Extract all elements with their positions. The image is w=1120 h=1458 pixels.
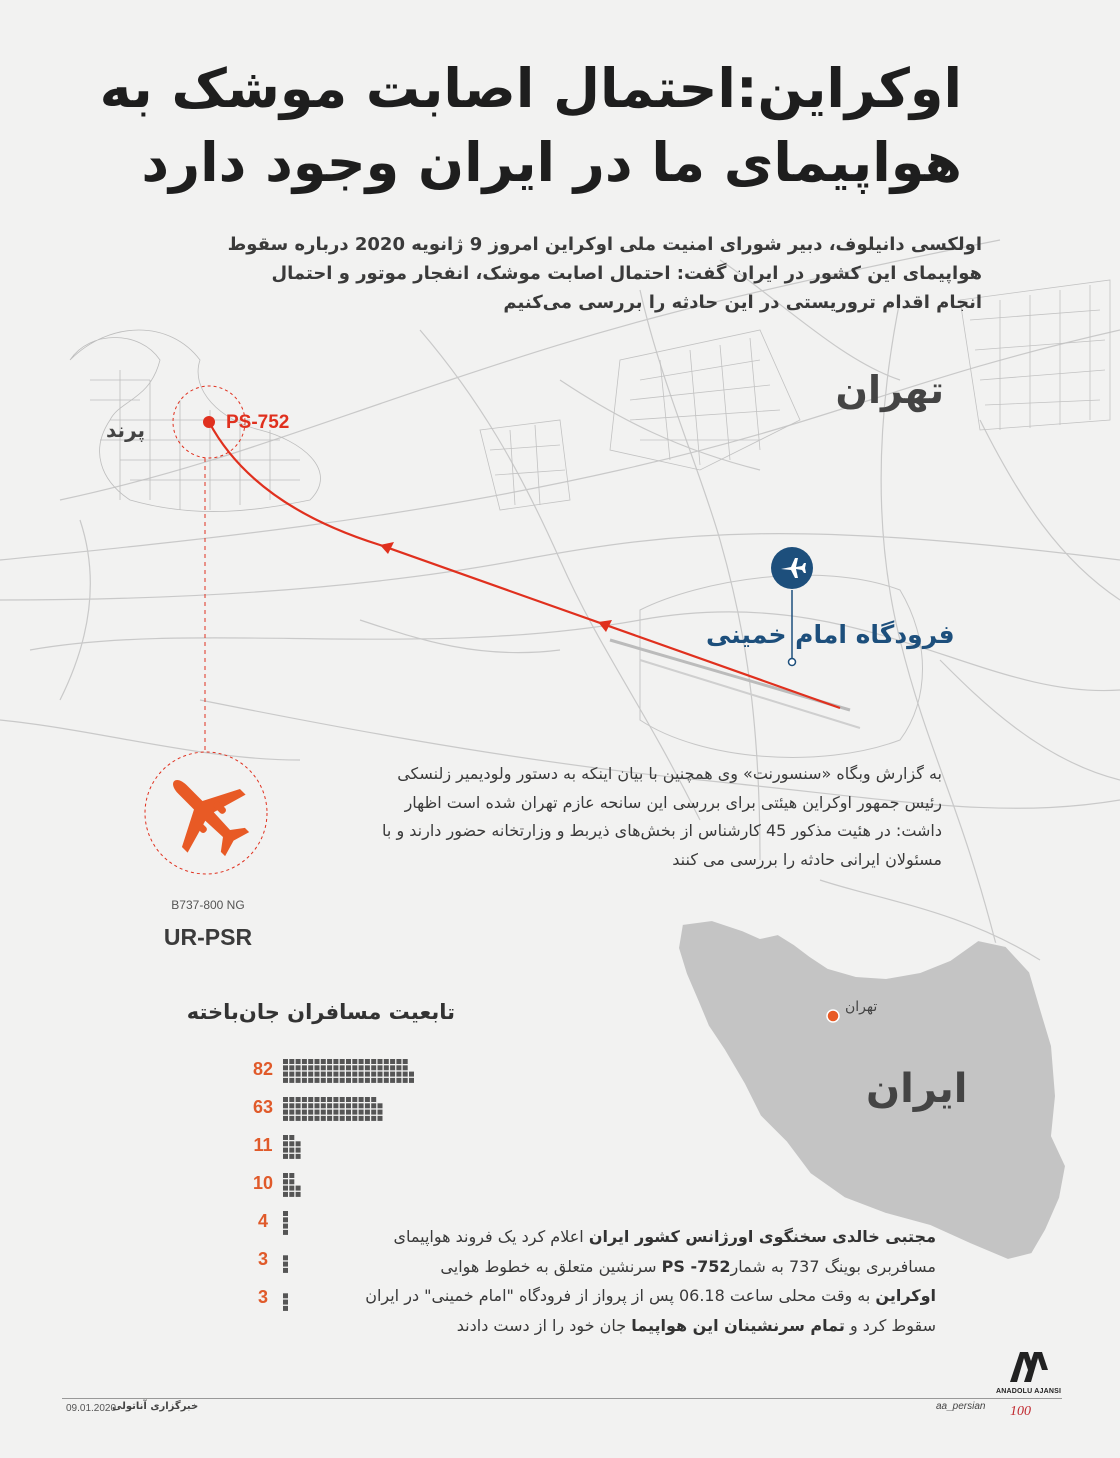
person-square: [327, 1116, 332, 1121]
person-square: [409, 1078, 414, 1083]
statement-text: سقوط کرد و: [844, 1315, 936, 1335]
person-square: [283, 1300, 288, 1305]
person-square: [308, 1059, 313, 1064]
statement-text: جان خود را از دست دادند: [456, 1315, 632, 1335]
person-square: [321, 1116, 326, 1121]
aircraft-registration: UR-PSR: [163, 924, 253, 950]
person-square: [346, 1078, 351, 1083]
statement-line-4: [370, 1311, 936, 1341]
person-square: [384, 1065, 389, 1070]
person-square: [365, 1103, 370, 1108]
person-square: [308, 1072, 313, 1077]
person-square: [333, 1110, 338, 1115]
person-square: [371, 1110, 376, 1115]
flight-label: PS-752: [226, 412, 290, 433]
person-square: [302, 1059, 307, 1064]
person-square: [289, 1078, 294, 1083]
person-square: [289, 1186, 294, 1191]
lead-line-3: انجام اقدام تروریستی در این حادثه را بررسی می‌کنیم: [503, 292, 982, 313]
person-square: [296, 1110, 301, 1115]
person-square: [346, 1103, 351, 1108]
nationality-count: 3: [257, 1249, 268, 1269]
person-square: [333, 1059, 338, 1064]
person-square: [384, 1059, 389, 1064]
person-square: [283, 1072, 288, 1077]
nationality-squares: [283, 1135, 302, 1160]
nationality-squares: [283, 1059, 415, 1084]
nationality-row: [0, 1094, 560, 1124]
person-square: [283, 1078, 288, 1083]
person-square: [346, 1059, 351, 1064]
parand-label: پرند: [106, 418, 146, 442]
person-square: [352, 1097, 357, 1102]
person-square: [283, 1173, 288, 1178]
person-square: [315, 1097, 320, 1102]
person-square: [378, 1072, 383, 1077]
person-square: [308, 1103, 313, 1108]
person-square: [289, 1179, 294, 1184]
person-square: [390, 1078, 395, 1083]
person-square: [403, 1065, 408, 1070]
nationality-row: [0, 1170, 560, 1200]
person-square: [289, 1148, 294, 1153]
lead-paragraph: [220, 230, 982, 317]
person-square: [378, 1103, 383, 1108]
aa-logo-text: ANADOLU AJANSI: [996, 1388, 1062, 1395]
person-square: [365, 1110, 370, 1115]
person-square: [371, 1072, 376, 1077]
person-square: [352, 1110, 357, 1115]
person-square: [289, 1135, 294, 1140]
person-square: [359, 1072, 364, 1077]
person-square: [296, 1186, 301, 1191]
person-square: [327, 1110, 332, 1115]
statement-flight: PS -752: [661, 1256, 731, 1276]
person-square: [308, 1078, 313, 1083]
tehran-label: تهران: [835, 368, 944, 412]
tehran-inset-label: تهران: [845, 999, 878, 1015]
person-square: [289, 1192, 294, 1197]
person-square: [321, 1103, 326, 1108]
person-square: [302, 1078, 307, 1083]
person-square: [283, 1268, 288, 1273]
person-square: [371, 1116, 376, 1121]
person-square: [283, 1217, 288, 1222]
person-square: [302, 1110, 307, 1115]
person-square: [403, 1072, 408, 1077]
person-square: [289, 1097, 294, 1102]
footer-social-handle: aa_persian: [936, 1401, 986, 1412]
person-square: [327, 1097, 332, 1102]
person-square: [365, 1078, 370, 1083]
person-square: [283, 1148, 288, 1153]
lead-line-2: هواپیمای این کشور در ایران گفت: احتمال اصابت موشک، انفجار موتور و احتمال: [271, 263, 982, 284]
person-square: [371, 1097, 376, 1102]
person-square: [390, 1065, 395, 1070]
person-square: [283, 1224, 288, 1229]
person-square: [308, 1116, 313, 1121]
report-line-3: داشت: در هئیت مذکور 45 کارشناس از بخش‌های ذیربط و وزارتخانه حضور دارند و با: [382, 821, 942, 841]
person-square: [308, 1097, 313, 1102]
report-paragraph: [310, 760, 942, 874]
airport-label: فرودگاه امام خمینی: [706, 620, 955, 649]
person-square: [283, 1116, 288, 1121]
nationality-squares: [283, 1097, 384, 1122]
person-square: [283, 1186, 288, 1191]
nationalities-title: تابعیت مسافران جان‌باخته: [186, 1000, 455, 1024]
person-square: [315, 1110, 320, 1115]
person-square: [302, 1103, 307, 1108]
person-square: [321, 1059, 326, 1064]
person-square: [283, 1192, 288, 1197]
person-square: [359, 1116, 364, 1121]
person-square: [296, 1141, 301, 1146]
person-square: [340, 1065, 345, 1070]
person-square: [340, 1072, 345, 1077]
headline-line-1: اوکراین:احتمال اصابت موشک به: [99, 57, 962, 120]
person-square: [315, 1059, 320, 1064]
footer-date: 09.01.2020: [66, 1403, 117, 1414]
person-square: [308, 1065, 313, 1070]
person-square: [390, 1072, 395, 1077]
person-square: [321, 1097, 326, 1102]
person-square: [289, 1103, 294, 1108]
person-square: [384, 1078, 389, 1083]
person-square: [340, 1110, 345, 1115]
person-square: [346, 1097, 351, 1102]
statement-country: اوکراین: [875, 1286, 936, 1305]
person-square: [283, 1110, 288, 1115]
person-square: [396, 1065, 401, 1070]
person-square: [396, 1078, 401, 1083]
statement-line-3: [365, 1281, 936, 1311]
person-square: [403, 1059, 408, 1064]
footer-divider: [62, 1398, 1062, 1399]
person-square: [283, 1097, 288, 1102]
nationality-count: 3: [257, 1287, 268, 1307]
person-square: [289, 1059, 294, 1064]
person-square: [371, 1059, 376, 1064]
nationality-count: 63: [252, 1097, 274, 1117]
nationality-count: 4: [257, 1211, 268, 1231]
statement-text: مسافربری بوینگ 737 به شمار: [730, 1256, 936, 1276]
person-square: [359, 1110, 364, 1115]
headline: [99, 52, 962, 200]
person-square: [365, 1116, 370, 1121]
person-square: [296, 1192, 301, 1197]
person-square: [359, 1103, 364, 1108]
anadolu-logo: [996, 1348, 1060, 1395]
person-square: [283, 1135, 288, 1140]
person-square: [346, 1065, 351, 1070]
person-square: [333, 1065, 338, 1070]
report-line-2: رئیس جمهور اوکراین هیئتی برای بررسی این سانحه عازم تهران شده است اظهار: [404, 792, 942, 812]
person-square: [296, 1078, 301, 1083]
person-square: [371, 1103, 376, 1108]
person-square: [296, 1103, 301, 1108]
nationality-squares: [283, 1249, 289, 1274]
person-square: [352, 1116, 357, 1121]
person-square: [315, 1103, 320, 1108]
person-square: [283, 1255, 288, 1260]
person-square: [378, 1116, 383, 1121]
person-square: [333, 1072, 338, 1077]
person-square: [296, 1072, 301, 1077]
person-square: [371, 1065, 376, 1070]
person-square: [352, 1078, 357, 1083]
person-square: [390, 1059, 395, 1064]
airport-pin-icon: [771, 547, 813, 589]
person-square: [352, 1103, 357, 1108]
person-square: [289, 1141, 294, 1146]
person-square: [327, 1059, 332, 1064]
person-square: [296, 1154, 301, 1159]
footer-agency: خبرگزاری آناتولی: [112, 1401, 199, 1412]
person-square: [283, 1059, 288, 1064]
person-square: [283, 1262, 288, 1267]
person-square: [283, 1154, 288, 1159]
nationality-squares: [283, 1173, 302, 1198]
person-square: [315, 1065, 320, 1070]
airplane-icon: [143, 750, 269, 876]
nationality-squares: [283, 1211, 289, 1236]
person-square: [346, 1110, 351, 1115]
person-square: [321, 1072, 326, 1077]
person-square: [378, 1065, 383, 1070]
person-square: [296, 1059, 301, 1064]
person-square: [289, 1116, 294, 1121]
person-square: [327, 1103, 332, 1108]
statement-text: به وقت محلی ساعت 06.18 پس از پرواز از فرودگاه "امام خمینی" در ایران: [365, 1286, 876, 1305]
statement-emphasis: تمام سرنشینان این هواپیما: [631, 1315, 845, 1335]
person-square: [289, 1154, 294, 1159]
person-square: [296, 1065, 301, 1070]
person-square: [333, 1078, 338, 1083]
person-square: [365, 1059, 370, 1064]
person-square: [289, 1065, 294, 1070]
person-square: [340, 1116, 345, 1121]
person-square: [321, 1110, 326, 1115]
headline-line-2: هواپیمای ما در ایران وجود دارد: [141, 131, 962, 194]
person-square: [346, 1072, 351, 1077]
person-square: [365, 1097, 370, 1102]
anniversary-mark: 100: [1010, 1404, 1031, 1419]
person-square: [308, 1110, 313, 1115]
person-square: [403, 1078, 408, 1083]
iran-label: ایران: [866, 1066, 968, 1112]
person-square: [283, 1179, 288, 1184]
person-square: [289, 1110, 294, 1115]
person-square: [365, 1065, 370, 1070]
nationality-row: [0, 1132, 560, 1162]
nationality-count: 10: [252, 1173, 274, 1193]
person-square: [378, 1078, 383, 1083]
person-square: [396, 1072, 401, 1077]
statement-line-1: [370, 1222, 936, 1252]
report-line-4: مسئولان ایرانی حادثه را بررسی می کنند: [672, 849, 942, 869]
person-square: [333, 1116, 338, 1121]
person-square: [296, 1097, 301, 1102]
person-square: [340, 1097, 345, 1102]
person-square: [289, 1173, 294, 1178]
person-square: [283, 1230, 288, 1235]
person-square: [321, 1078, 326, 1083]
person-square: [340, 1078, 345, 1083]
person-square: [359, 1078, 364, 1083]
person-square: [283, 1306, 288, 1311]
statement-paragraph: [365, 1222, 936, 1340]
person-square: [378, 1110, 383, 1115]
person-square: [327, 1065, 332, 1070]
aircraft-model: B737-800 NG: [171, 898, 245, 912]
statement-line-2: [370, 1252, 936, 1282]
person-square: [315, 1116, 320, 1121]
person-square: [352, 1065, 357, 1070]
person-square: [283, 1065, 288, 1070]
statement-speaker: مجتبی خالدی سخنگوی اورژانس کشور ایران: [588, 1227, 936, 1246]
person-square: [378, 1059, 383, 1064]
statement-text: اعلام کرد یک فروند هواپیمای: [393, 1227, 589, 1246]
nationality-count: 82: [252, 1059, 274, 1079]
person-square: [359, 1059, 364, 1064]
person-square: [359, 1065, 364, 1070]
nationality-row: [0, 1056, 560, 1086]
person-square: [327, 1072, 332, 1077]
person-square: [333, 1097, 338, 1102]
person-square: [396, 1059, 401, 1064]
person-square: [321, 1065, 326, 1070]
person-square: [409, 1072, 414, 1077]
report-line-1: به گزارش وبگاه «سنسورنت» وی همچنین با بیان اینکه به دستور ولودیمیر زلنسکی: [397, 764, 942, 783]
aa-logo-icon: [1008, 1348, 1048, 1384]
person-square: [352, 1072, 357, 1077]
person-square: [283, 1141, 288, 1146]
person-square: [340, 1059, 345, 1064]
person-square: [384, 1072, 389, 1077]
person-square: [327, 1078, 332, 1083]
person-square: [283, 1293, 288, 1298]
person-square: [302, 1116, 307, 1121]
person-square: [333, 1103, 338, 1108]
nationality-count: 11: [253, 1135, 273, 1155]
person-square: [340, 1103, 345, 1108]
person-square: [289, 1072, 294, 1077]
person-square: [371, 1078, 376, 1083]
statement-text: سرنشین متعلق به خطوط هوایی: [440, 1256, 662, 1276]
lead-line-1: اولکسی دانیلوف، دبیر شورای امنیت ملی اوکراین امروز 9 ژانویه 2020 درباره سقوط: [227, 234, 982, 255]
person-square: [359, 1097, 364, 1102]
person-square: [315, 1078, 320, 1083]
person-square: [352, 1059, 357, 1064]
person-square: [315, 1072, 320, 1077]
person-square: [296, 1116, 301, 1121]
person-square: [283, 1211, 288, 1216]
nationality-squares: [283, 1287, 289, 1312]
person-square: [302, 1065, 307, 1070]
person-square: [296, 1148, 301, 1153]
person-square: [346, 1116, 351, 1121]
person-square: [283, 1103, 288, 1108]
person-square: [302, 1072, 307, 1077]
person-square: [365, 1072, 370, 1077]
person-square: [302, 1097, 307, 1102]
